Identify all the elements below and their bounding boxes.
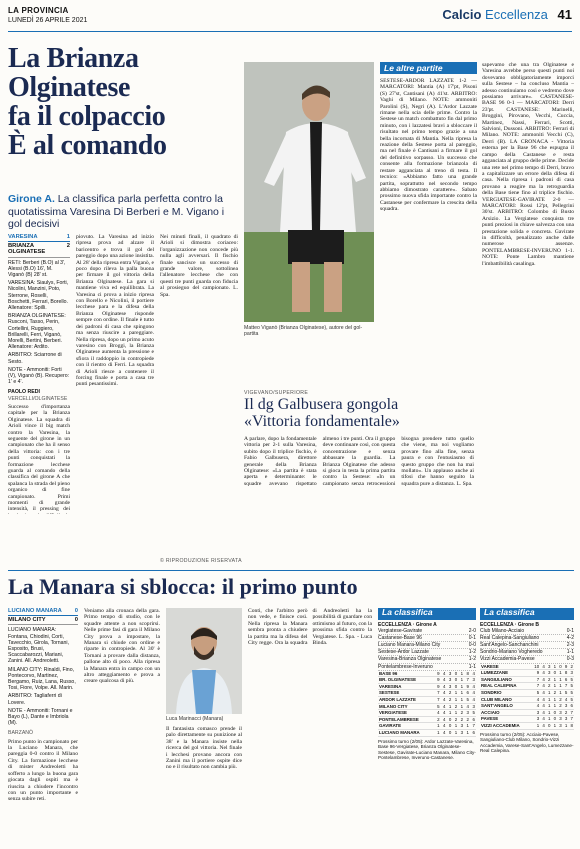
score-row-home: LUCIANO MANARA 0 bbox=[8, 608, 78, 616]
results-list-b bbox=[480, 628, 574, 663]
result-score: 1-1 bbox=[468, 663, 476, 670]
result-score: 1-1 bbox=[566, 649, 574, 656]
score-row-home: VARESINA 1 bbox=[8, 234, 70, 242]
result-row bbox=[378, 628, 476, 635]
result-score: 0-1 bbox=[468, 635, 476, 642]
player-photo-caption: Matteo Viganò (Brianza Olginatese), autore del gol-partita bbox=[244, 325, 363, 337]
table-row: VERGIATESE 4 4 1 1 2 3 5 bbox=[379, 710, 475, 716]
result-match: Varesina-Brianza Olginatese bbox=[378, 656, 442, 663]
result-match: Sestese-Ardor Lazzate bbox=[378, 649, 429, 656]
result-match: Vizzi Accademia-Pavese bbox=[480, 656, 535, 663]
table-row: SANT'ANGELO 4 4 1 1 2 3 6 bbox=[481, 703, 573, 709]
story1-scorebox: VARESINA 1 BRIANZA OLGINATESE 2 RETI: Berberi (B.O) al 3', Alessi (B.O) 16', M. Viganò (B) 28' st. VARESINA: Siaulys, Forti, Nicolini, Manzini, Poto, Sterrone, Roselli, Boschetti, Ferrari, Borello. Allenatore: Spilli. BRIANZA OLGINATESE: Rusconi, Tasso, Perin, Cortellini, Ruggiero, Brillarelli, Ferri, Viganò, Morelli, Bertini, Berberi. Allenatore: Ardito. ARBITRO: Sciarrone di Sesto. NOTE - Ammoniti: Forti (V), Viganò (B). Recupero: 1' e 4'. PAOLO REDI VERCELLI/OLGINATESE Successo d'importanza capitale per la Brianza Olginatese. La squadra di Arioli vince il big match contro la Varesina, la seguente del girone in un campionato che ha il senso della vittoria: con i tre punti conquistati la formazione lecchese guarda al comando della classifica del girone A che spalanca la strada del pieno organico di fine campionato. Primi momenti di grande intensità, il pressing dei bbox=[8, 234, 70, 513]
story2-headline: Il dg Galbusera gongola «Vittoria fondamentale» bbox=[244, 396, 400, 430]
result-score: 1-2 bbox=[468, 656, 476, 663]
score-row-away: MILANO CITY 0 bbox=[8, 617, 78, 625]
table-row: SONDRIO 5 4 1 2 1 5 5 bbox=[481, 689, 573, 695]
result-row bbox=[378, 649, 476, 656]
sidebar-body: SESTESE-ARDOR LAZZATE 1-2 — MARCATORI: Mantia (A) 17'pt, Pisoni (S) 27'st, Cantisani (A) 41'st. ARBITRO: Vaghi di Milano. NOTE: ammoniti Parolini (S), Negri (A). L'Ardor Lazzate rimane nella scia delle prime. Contro la Sestese un match combattuto fin dal primo minuto, con i lazzatesi bravi a sbloccare il risultato nel primo tempo grazie a una bella incornata di Mantia. Nella ripresa la reazione della Sestese porta al pareggio, ma nel finale è Cantisani a firmare il gol del definitivo sorpasso. Un successo che consente alla formazione brianzola di restare agganciata al treno di testa. Il tecnico: «Abbiamo fatto una grande partita, soprattutto nel secondo tempo abbiamo dimostrato carattere». Sabato prossimo nuova sfida importante contro la Castanese per confermare la crescita della squadra. bbox=[380, 78, 477, 213]
issue-date: LUNEDÌ 26 APRILE 2021 bbox=[8, 17, 88, 24]
result-match: Sant'Angelo-Sanchanchini bbox=[480, 642, 539, 649]
story3-scorebox: LUCIANO MANARA 0 MILANO CITY 0 LUCIANO MANARA: Fontana, Chiodini, Corti, Tavecchio, Girola, Tornani, Esposito, Brusi, Scaccabarozzi, Mariani, Zanini. All. Andreoletti. MILANO CITY: Rinaldi, Fino, Pontecorvo, Martinez, Bergamo, Ruiz, Lana, Russo, Tosi, Fiore, Volpe. All. Marin. ARBITRO: Tagliaferri di Lovere. NOTE - Ammoniti: Tornani e Bayo (L), Dante e Imbriola (M). BARZANÒ Primo punto in campionato per la Luciano Manara, che pareggia 0-0 contro il Milano City. La formazione lecchese di mister Andreoletti ha sofferto a lungo la buona gara giocata dagli ospiti ma è riuscita a chiudere l'incontro con un punto importante e senza subire reti. bbox=[8, 608, 78, 809]
table-row: REAL CALEPINA 7 4 2 1 1 7 5 bbox=[481, 683, 573, 689]
table-row: SESTESE 7 4 2 1 1 6 4 bbox=[379, 690, 475, 696]
table-row: LUCIANO MANARA 1 4 0 1 3 1 6 bbox=[379, 730, 475, 735]
sidebar-title: Le altre partite bbox=[380, 62, 477, 74]
table-row: VIZZI ACCADEMIA 1 4 0 1 3 1 8 bbox=[481, 722, 573, 728]
result-score: 0-0 bbox=[468, 642, 476, 649]
result-score: 0-3 bbox=[566, 656, 574, 663]
result-match: Vergiatese-Gavirate bbox=[378, 628, 423, 635]
result-match: Real Calepina-Sangiuliano bbox=[480, 635, 540, 642]
standings-table-b bbox=[480, 664, 574, 730]
result-match: Pontelambrese-Inveruno bbox=[378, 663, 433, 670]
result-row bbox=[480, 635, 574, 642]
section-title: Calcio Eccellenza 41 bbox=[442, 7, 572, 22]
story3-body-far: Conti, che l'arbitro però non vede, e finisce così. Nella ripresa la Manara sembra pronta a chiudere la partita ma la difesa del City regge. Ora la squadra di Andreoletti ha la possibilità di guardare con ottimismo al futuro, con la prossima sfida contro la Vergiatese. L. Spa. - Luca Binda. bbox=[248, 608, 372, 647]
story2-kicker: VIGEVANO/SUPERIORE bbox=[244, 390, 309, 396]
table-row: ARDOR LAZZATE 7 4 2 1 1 5 4 bbox=[379, 697, 475, 703]
result-match: Sondrio-Mariano Vogheredo bbox=[480, 649, 543, 656]
story3-body-mid: Veniamo alla cronaca della gara. Primo tempo di studio, con le squadre attente a non scoprirsi. Nelle prime fasi di gara il Milano City prova a impostare, la Manara si chiude con ordine e riparte in contropiede. Al 30' è Tornani a provare dalla distanza, pallone alto di poco. Alla ripresa la Manara entra in campo con un altro atteggiamento e prova a creare qualcosa di più. bbox=[84, 608, 160, 685]
table-row: BASE 96 9 4 3 0 1 8 4 bbox=[379, 670, 475, 676]
table-row: ACCIAIO 3 4 1 0 3 2 7 bbox=[481, 709, 573, 715]
results-list-a bbox=[378, 628, 476, 671]
masthead bbox=[8, 4, 572, 32]
story3-body-left: Primo punto in campionato per la Luciano Manara, che pareggia 0-0 contro il Milano City. La formazione lecchese di mister Andreoletti ha sofferto a lungo la buona gara giocata dagli ospiti ma è riuscita a chiudere l'incontro con un punto importante e senza subire reti. bbox=[8, 738, 78, 803]
result-score: 2-3 bbox=[566, 642, 574, 649]
result-row bbox=[480, 642, 574, 649]
standings-girone-a: La classifica ECCELLENZA · Girone A Vergiatese-Gavirate 2-0 Castanese-Base 96 0-1 Luciano Manara-Milano City 0-0 Sestese-Ardor Lazzate 1-2 Varesina-Brianza Olginatese 1-2 Pontelambrese-Inveruno 1-1 BASE 96 9 4 3 0 1 8 4 BR. OLGINATESE 9 4 3 0 1 7 3 VARESINA 9 4 3 0 1 9 4 SESTESE 7 4 2 1 1 6 4 ARDOR LAZZATE 7 4 2 1 1 5 4 MILANO CITY 5 4 1 2 1 4 3 VERGIATESE 4 4 1 1 2 3 5 PONTELAMBRESE 2 4 0 2 2 2 6 GAVIRATE 1 4 0 1 3 1 7 LUCIANO MANARA 1 4 0 1 3 1 6 Prossimo turno (2/05): Ardor Lazzate-Varesina, Base 96-Vergiatese, Brianza Olginatese-Sestese, Gavirate-Luciano Manara, Milano City-Pontelambrese, Inveruno-Castanese. bbox=[378, 607, 476, 761]
table-row: VARESE 10 4 3 1 0 9 2 bbox=[481, 663, 573, 669]
coach-photo-caption: Luca Marinacci (Manara) bbox=[166, 716, 224, 722]
result-score: 4-2 bbox=[566, 635, 574, 642]
player-photo bbox=[244, 62, 374, 322]
table-row: BR. OLGINATESE 9 4 3 0 1 7 3 bbox=[379, 677, 475, 683]
result-row bbox=[480, 628, 574, 635]
result-match: Club Milano-Acciaio bbox=[480, 628, 525, 635]
result-row bbox=[480, 649, 574, 656]
table-row: SANGIULIANO 7 4 2 1 1 6 5 bbox=[481, 676, 573, 682]
result-score: 0-1 bbox=[566, 628, 574, 635]
story1-deck: Girone A. La classifica parla perfetta contro la quotatissima Varesina Di Berberi e M. Vigano i gol decisivi bbox=[8, 193, 225, 230]
player-photo-image bbox=[244, 62, 374, 322]
result-row bbox=[480, 656, 574, 663]
result-row bbox=[378, 635, 476, 642]
result-row bbox=[378, 642, 476, 649]
result-score: 1-2 bbox=[468, 649, 476, 656]
story2-body: A parlare, dopo la fondamentale vittoria per 2-1 sulla Varesina, subito dopo il triplice fischio, è Fabio Galbusera, direttore generale della Brianza Olginatese: «La partita è stata aperta e determinante: le squadre avevano rispettato almeno i tre punti. Ora il gruppo deve continuare così, con questa concentrazione e senza abbassare la guardia. La Brianza Olginatese che adesso si gioca in testa la prima partita contro la Sestese: «In un campionato senza retrocessioni bisogna prendere tutto quello che viene, ma noi vogliamo provare fino alla fine, senza paura e con l'entusiasmo di questo gruppo che non ha mai mollato». Un applauso anche ai tifosi che hanno seguito la squadra pure a distanza. L. Spa. bbox=[244, 436, 474, 487]
table-row: MILANO CITY 5 4 1 2 1 4 3 bbox=[379, 703, 475, 709]
coach-photo bbox=[166, 608, 242, 714]
story3-body-right: Il fantasista comasco prende il palo direttamente su punizione al 38' e la Manara insiste nella ricerca del gol vittoria. Nel finale i lecchesi provano ancora con Zanini ma il portiere ospite dice no e il risultato non cambia più. bbox=[166, 726, 242, 771]
result-score: 2-0 bbox=[468, 628, 476, 635]
table-row: PAVESE 3 4 1 0 3 3 7 bbox=[481, 716, 573, 722]
standings-girone-b: La classifica ECCELLENZA · Girone B Club Milano-Acciaio 0-1 Real Calepina-Sangiuliano 4-2 Sant'Angelo-Sanchanchini 2-3 Sondrio-Mariano Vogheredo 1-1 Vizzi Accademia-Pavese 0-3 VARESE 10 4 3 1 0 9 2 LUMEZZANE 9 4 3 0 1 8 3 SANGIULIANO 7 4 2 1 1 6 5 REAL CALEPINA 7 4 2 1 1 7 5 SONDRIO 5 4 1 2 1 5 5 CLUB MILANO 4 4 1 1 2 4 5 SANT'ANGELO 4 4 1 1 2 3 6 ACCIAIO 3 4 1 0 3 2 7 PAVESE 3 4 1 0 3 3 7 VIZZI ACCADEMIA 1 4 0 1 3 1 8 Prossimo turno (2/05): Acciaio-Pavese, Sangiuliano-Club Milano, Sondrio-Vizzi Accademia, Varese-Sant'Angelo, Lumezzane-Real Calepina. bbox=[480, 607, 574, 754]
result-match: Castanese-Base 96 bbox=[378, 635, 422, 642]
story3-headline: La Manara si sblocca: il primo punto bbox=[8, 574, 358, 599]
table-row: GAVIRATE 1 4 0 1 3 1 7 bbox=[379, 723, 475, 729]
score-row-away: BRIANZA OLGINATESE 2 bbox=[8, 243, 70, 257]
table-row: VARESINA 9 4 3 0 1 9 4 bbox=[379, 683, 475, 689]
result-row bbox=[378, 656, 476, 663]
table-row: CLUB MILANO 4 4 1 1 2 4 5 bbox=[481, 696, 573, 702]
table-row: PONTELAMBRESE 2 4 0 2 2 2 6 bbox=[379, 716, 475, 722]
page-number: 41 bbox=[557, 7, 572, 22]
paper-name: LA PROVINCIA bbox=[8, 6, 69, 15]
newspaper-page: LA PROVINCIA LUNEDÌ 26 APRILE 2021 Calcio Eccellenza 41 La Brianza Olginatese fa il colpaccio È al comando Girone A. La classifica parla perfetta contro la quotatissima Varesina Di Berberi e M. Vigano i gol decisivi Matteo Viganò (Brianza Olginatese), autore del gol-partita VARESINA 1 BRIANZA OLGINATESE 2 RETI: Berberi (B.O) al 3', Alessi (B.O) 16', M. Viganò (B) 28' st. VARESINA: Siaulys, Forti, Nicolini, Manzini, Poto, Sterrone, Roselli, Boschetti, Ferrari, Borello. Allenatore: Spilli. BRIANZA OLGINATESE: Rusconi, Tasso, Perin, Cortellini, Ruggiero, Brillarelli, Ferri, Viganò, Morelli, Bertini, Berberi. Allenatore: Ardito. ARBITRO: Sciarrone di Sesto. NOTE - Ammoniti: Forti (V), Viganò (B). Recupero: 1' e 4'. PAOLO REDI VERCELLI/OLGINATESE Successo d'importanza capitale per la Brianza Olginatese. La squadra di Arioli vince il big match contro la Varesina, la seguente del girone in un campionato che ha il senso della vittoria: con i tre punti conquistati la formazione lecchese guarda al comando della classifica del girone A che spalanca la strada del pieno organico di fine campionato. Primi momenti di grande intensità, il pressing dei piovuto. La Varesina ad inizio ripresa prova ad alzare il baricentro e trova il gol del pareggio dopo una azione insistita. Al 28' della ripresa entra Viganò, e poco dopo rileva la palla buona per firmare il gol vittoria della Brianza Olginatese. La gara si mantiene viva ed equilibrata. La Varesina ci prova a inizio ripresa con Borello e Nicolini, il portiere lecchese para e la difesa della Brianza Olginatese risponde sempre con ordine. Il finale è tutto dei padroni di casa che spingono ma senza riuscire a pareggiare. Nella ripresa, dopo un primo acuto varesino con Broggi, la Brianza Olginatese aumenta la pressione e sfiora il raddoppio in contropiede con il rientro di Ferri. La squadra di Arioli riesce a contenere il forcing finale e porta a casa tre punti pesantissimi. Nei minuti finali, il quadrato di Arioli si dimostra coriaceo: l'organizzazione non concede più nulla agli avversari. Il fischio finale sancisce un successo di grande valore, sottolinea l'allenatore lecchese che con questi tre punti guarda con fiducia al prosieguo del campionato. L. Spa. © RIPRODUZIONE RISERVATA VIGEVANO/SUPERIORE Il dg Galbusera gongola «Vittoria fondamentale» A parlare, dopo la fondamentale vittoria per 2-1 sulla Varesina, subito dopo il triplice fischio, è Fabio Galbusera, direttore generale della Brianza Olginatese: «La partita è stata aperta e determinante: le squadre avevano rispettato almeno i tre punti. Ora il gruppo deve continuare così, con questa concentrazione e senza abbassare la guardia. La Brianza Olginatese che adesso si gioca in testa la prima partita contro la Sestese: «In un campionato senza retrocessioni bisogna prendere tutto quello che viene, ma noi vogliamo provare fino alla fine, senza paura e con l'entusiasmo di questo gruppo che non ha mai mollato». Un applauso anche ai tifosi che hanno seguito la squadra pure a distanza. L. Spa. Le altre partite SESTESE-ARDOR LAZZATE 1-2 — MARCATORI: Mantia (A) 17'pt, Pisoni (S) 27'st, Cantisani (A) 41'st. ARBITRO: Vaghi di Milano. NOTE: ammoniti Parolini (S), Negri (A). L'Ardor Lazzate rimane nella scia delle prime. Contro la Sestese un match combattuto fin dal primo minuto, con i lazzatesi bravi a sbloccare il risultato nel primo tempo grazie a una bella incornata di Mantia. Nella ripresa la reazione della Sestese porta al pareggio, ma nel finale è Cantisani a firmare il gol del definitivo sorpasso. Un successo che consente alla formazione brianzola di restare agganciata al treno di testa. Il tecnico: «Abbiamo fatto una grande partita, soprattutto nel secondo tempo abbiamo dimostrato carattere». Sabato prossimo nuova sfida importante contro la Castanese per confermare la crescita della squadra. sapevamo che una tra Olginatese e Varesina avrebbe perso questi punti noi dovevamo obbligatoriamente imporci sulla Sestese – ha concluso Mantia – adesso continuiamo così e vedremo dove possiamo arrivare». CASTANESE-BASE 96 0-1 — MARCATORI: Derri 23'pt. CASTANESE: Marinelli, Broggini, Pirovano, Vecchi, Cuccia, Martinez, Nassi, Ferrari, Scotti, Salvioni, Dussoni. ARBITRO: Ferrari di Milano. NOTE: ammoniti Vecchi (C), Derri (B). LA CRONACA - Vittoria esterna per la Base 96 che espugna il campo della Castanese e resta agganciata al gruppo delle prime. Decide una rete nel primo tempo di Derri, bravo a capitalizzare un errore della difesa di casa. Nella ripresa i padroni di casa provano a reagire ma la retroguardia della Base tiene fino al triplice fischio. VERGIATESE-GAVIRATE 2-0 — MARCATORI: Rossi 12'pt, Pellegrini 30'st. ARBITRO: Colombo di Busto Arsizio. La Vergiatese conquista tre punti preziosi in chiave salvezza con una prestazione solida e concreta. Gavirate in difficoltà, penalizzato anche dalle numerose assenze. PONTELAMBRESE-INVERUNO 1-1. NOTE: Ponte Lambro mantiene l'imbattibilità casalinga. La Manara si sblocca: il primo punto LUCIANO MANARA 0 MILANO CITY 0 LUCIANO MANARA: Fontana, Chiodini, Corti, Tavecchio, Girola, Tornani, Esposito, Brusi, Scaccabarozzi, Mariani, Zanini. All. Andreoletti. MILANO CITY: Rinaldi, Fino, Pontecorvo, Martinez, Bergamo, Ruiz, Lana, Russo, Tosi, Fiore, Volpe. All. Marin. ARBITRO: Tagliaferri di Lovere. NOTE - Ammoniti: Tornani e Bayo (L), Dante e Imbriola (M). BARZANÒ Primo punto in campionato per la Luciano Manara, che pareggia 0-0 contro il Milano City. La formazione lecchese di mister Andreoletti ha sofferto a lungo la buona gara giocata dagli ospiti ma è riuscita a chiudere l'incontro con un punto importante e senza subire reti. Veniamo alla cronaca della gara. Primo tempo di studio, con le squadre attente a non scoprirsi. Nelle prime fasi di gara il Milano City prova a impostare, la Manara si chiude con ordine e riparte in contropiede. Al 30' è Tornani a provare dalla distanza, pallone alto di poco. Alla ripresa la Manara entra in campo con un altro atteggiamento e prova a creare qualcosa di più. Luca Marinacci (Manara) Il fantasista comasco prende il palo direttamente su punizione al 38' e la Manara insiste nella ricerca del gol vittoria. Nel finale i lecchesi provano ancora con Zanini ma il portiere ospite dice no e il risultato non cambia più. Conti, che l'arbitro però non vede, e finisce così. Nella ripresa la Manara sembra pronta a chiudere la partita ma la difesa del City regge. Ora la squadra di Andreoletti ha la possibilità di guardare con ottimismo al futuro, con la prossima sfida contro la Vergiatese. L. Spa. - Luca Binda. La classifica ECCELLENZA · Girone A Vergiatese-Gavirate 2-0 Castanese-Base 96 0-1 Luciano Manara-Milano City 0-0 Sestese-Ardor Lazzate 1-2 Varesina-Brianza Olginatese 1-2 Pontelambrese-Inveruno 1-1 BASE 96 9 4 3 0 1 8 4 BR. OLGINATESE 9 4 3 0 1 7 3 VARESINA 9 4 3 0 1 9 4 SESTESE 7 4 2 1 1 6 4 ARDOR LAZZATE 7 4 2 1 1 5 4 MILANO CITY 5 4 1 2 1 4 3 VERGIATESE 4 4 1 1 2 3 5 PONTELAMBRESE 2 4 0 2 2 2 6 GAVIRATE 1 4 0 1 3 1 7 LUCIANO MANARA 1 4 0 1 3 1 6 Prossimo turno (2/05): Ardor Lazzate-Varesina, Base 96-Vergiatese, Brianza Olginatese-Sestese, Gavirate-Luciano Manara, Milano City-Pontelambrese, Inveruno-Castanese. La classifica ECCELLENZA · Girone B Club Milano-Acciaio 0-1 Real Calepina-Sangiuliano 4-2 Sant'Angelo-Sanchanchini 2-3 Sondrio-Mariano Vogheredo 1-1 Vizzi Accademia-Pavese 0-3 VARESE 10 4 3 1 0 9 2 LUMEZZANE 9 4 3 0 1 8 3 SANGIULIANO 7 4 2 1 1 6 5 REAL CALEPINA 7 4 2 1 1 7 5 SONDRIO 5 4 1 2 1 5 5 CLUB MILANO 4 4 1 1 2 4 5 SANT'ANGELO 4 4 1 1 2 3 6 ACCIAIO 3 4 1 0 3 2 7 PAVESE 3 4 1 0 3 3 7 VIZZI ACCADEMIA 1 4 0 1 3 1 8 Prossimo turno (2/05): Acciaio-Pavese, Sangiuliano-Club Milano, Sondrio-Vizzi Accademia, Varese-Sant'Angelo, Lumezzane-Real Calepina. bbox=[0, 0, 580, 849]
coach-photo-image bbox=[166, 608, 242, 714]
sidebar-body-2: sapevamo che una tra Olginatese e Varesina avrebbe perso questi punti noi dovevamo obbligatoriamente imporci sulla Sestese – ha concluso Mantia – adesso continuiamo così e vedremo dove possiamo arrivare». CASTANESE-BASE 96 0-1 — MARCATORI: Derri 23'pt. CASTANESE: Marinelli, Broggini, Pirovano, Vecchi, Cuccia, Martinez, Nassi, Ferrari, Scotti, Salvioni, Dussoni. ARBITRO: Ferrari di Milano. NOTE: ammoniti Vecchi (C), Derri (B). LA CRONACA - Vittoria esterna per la Base 96 che espugna il campo della Castanese e resta agganciata al gruppo delle prime. Decide una rete nel primo tempo di Derri, bravo a capitalizzare un errore della difesa di casa. Nella ripresa i padroni di casa provano a reagire ma la retroguardia della Base tiene fino al triplice fischio. VERGIATESE-GAVIRATE 2-0 — MARCATORI: Rossi 12'pt, Pellegrini 30'st. ARBITRO: Colombo di Busto Arsizio. La Vergiatese conquista tre punti preziosi in chiave salvezza con una prestazione solida e concreta. Gavirate in difficoltà, penalizzato anche dalle numerose assenze. PONTELAMBRESE-INVERUNO 1-1. NOTE: Ponte Lambro mantiene l'imbattibilità casalinga. bbox=[482, 62, 574, 267]
standings-table-a bbox=[378, 671, 476, 737]
story1-author: PAOLO REDI bbox=[8, 389, 40, 396]
result-match: Luciano Manara-Milano City bbox=[378, 642, 441, 649]
story1-body-right: Nei minuti finali, il quadrato di Arioli si dimostra coriaceo: l'organizzazione non concede più nulla agli avversari. Il fischio finale sancisce un successo di grande valore, sottolinea l'allenatore lecchese che con questi tre punti guarda con fiducia al prosieguo del campionato. L. Spa. bbox=[160, 234, 238, 298]
result-row bbox=[378, 664, 476, 671]
story1-body-left: Successo d'importanza capitale per la Brianza Olginatese. La squadra di Arioli vince il big match contro la Varesina, la seguente del girone in un campionato che ha il senso della vittoria: con i tre punti conquistati la formazione lecchese guarda al comando della classifica del girone A che spalanca la strada del pieno organico di fine campionato. Primi momenti di grande intensità, il pressing dei bbox=[8, 403, 70, 513]
story1-body-mid: piovuto. La Varesina ad inizio ripresa prova ad alzare il baricentro e trova il gol del pareggio dopo una azione insistita. Al 28' della ripresa entra Viganò, e poco dopo rileva la palla buona per firmare il gol vittoria della Brianza Olginatese. La gara si mantiene viva ed equilibrata. La Varesina ci prova a inizio ripresa con Borello e Nicolini, il portiere lecchese para e la difesa della Brianza Olginatese risponde sempre con ordine. Il finale è tutto dei padroni di casa che spingono ma senza riuscire a pareggiare. Nella ripresa, dopo un primo acuto varesino con Broggi, la Brianza Olginatese aumenta la pressione e sfiora il raddoppio in contropiede con il rientro di Ferri. La squadra di Arioli riesce a contenere il forcing finale e porta a casa tre punti pesantissimi. bbox=[76, 234, 154, 388]
table-row: LUMEZZANE 9 4 3 0 1 8 3 bbox=[481, 670, 573, 676]
story1-headline: La Brianza Olginatese fa il colpaccio È al comando bbox=[8, 43, 167, 161]
